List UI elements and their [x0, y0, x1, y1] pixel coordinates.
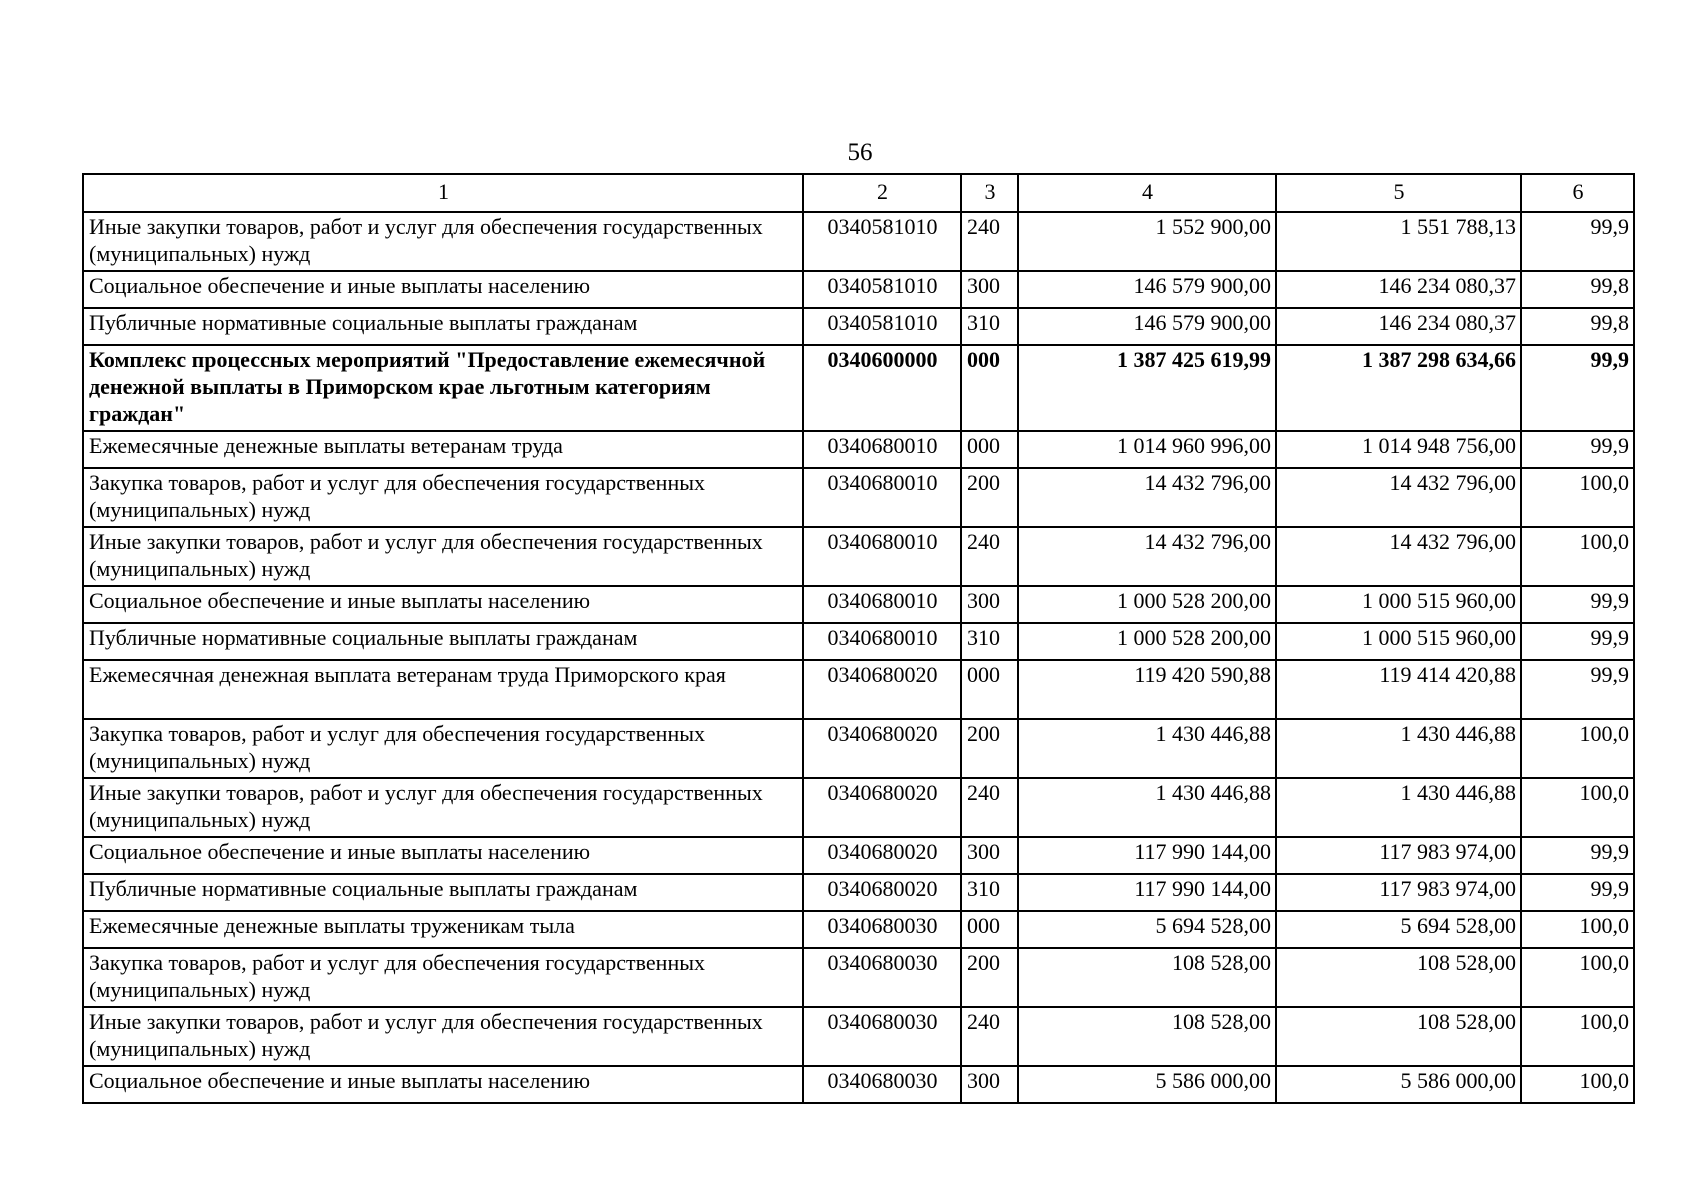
row-plan-amount: 1 387 425 619,99 [1018, 345, 1276, 431]
row-plan-amount: 5 586 000,00 [1018, 1066, 1276, 1103]
row-name: Иные закупки товаров, работ и услуг для обеспечения государственных (муниципальных) нужд [83, 212, 803, 271]
row-actual-amount: 1 000 515 960,00 [1276, 623, 1521, 660]
column-header-1: 1 [83, 174, 803, 212]
row-actual-amount: 5 694 528,00 [1276, 911, 1521, 948]
row-expense-type: 300 [961, 271, 1018, 308]
row-expense-type: 200 [961, 948, 1018, 1007]
table-row [83, 308, 1634, 345]
row-code: 0340680030 [803, 1066, 961, 1103]
row-expense-type: 310 [961, 874, 1018, 911]
page-number: 56 [847, 139, 873, 166]
row-actual-amount: 14 432 796,00 [1276, 468, 1521, 527]
row-percent: 99,8 [1521, 271, 1634, 308]
row-code: 0340680010 [803, 431, 961, 468]
row-actual-amount: 1 430 446,88 [1276, 719, 1521, 778]
row-name: Комплекс процессных мероприятий "Предоставление ежемесячной денежной выплаты в Приморском крае льготным категориям граждан" [83, 345, 803, 431]
row-expense-type: 240 [961, 212, 1018, 271]
row-actual-amount: 1 430 446,88 [1276, 778, 1521, 837]
row-actual-amount: 117 983 974,00 [1276, 874, 1521, 911]
row-plan-amount: 1 430 446,88 [1018, 719, 1276, 778]
row-code: 0340680020 [803, 719, 961, 778]
row-name: Публичные нормативные социальные выплаты гражданам [83, 308, 803, 345]
row-code: 0340680010 [803, 527, 961, 586]
table-row [83, 874, 1634, 911]
table-row [83, 911, 1634, 948]
row-actual-amount: 108 528,00 [1276, 948, 1521, 1007]
table-row [83, 212, 1634, 271]
row-code: 0340680010 [803, 623, 961, 660]
row-name: Закупка товаров, работ и услуг для обеспечения государственных (муниципальных) нужд [83, 468, 803, 527]
row-expense-type: 300 [961, 837, 1018, 874]
row-expense-type: 200 [961, 468, 1018, 527]
row-actual-amount: 119 414 420,88 [1276, 660, 1521, 719]
row-expense-type: 240 [961, 1007, 1018, 1066]
row-name: Закупка товаров, работ и услуг для обеспечения государственных (муниципальных) нужд [83, 719, 803, 778]
row-code: 0340680030 [803, 948, 961, 1007]
row-expense-type: 000 [961, 660, 1018, 719]
row-code: 0340600000 [803, 345, 961, 431]
row-actual-amount: 1 387 298 634,66 [1276, 345, 1521, 431]
row-expense-type: 310 [961, 308, 1018, 345]
row-name: Ежемесячные денежные выплаты труженикам тыла [83, 911, 803, 948]
column-header-5: 5 [1276, 174, 1521, 212]
row-percent: 99,9 [1521, 345, 1634, 431]
row-name: Социальное обеспечение и иные выплаты населению [83, 837, 803, 874]
row-percent: 100,0 [1521, 1066, 1634, 1103]
row-percent: 100,0 [1521, 719, 1634, 778]
row-percent: 99,9 [1521, 623, 1634, 660]
row-percent: 100,0 [1521, 527, 1634, 586]
row-code: 0340680030 [803, 911, 961, 948]
row-percent: 99,9 [1521, 586, 1634, 623]
row-actual-amount: 14 432 796,00 [1276, 527, 1521, 586]
table-row [83, 431, 1634, 468]
row-name: Публичные нормативные социальные выплаты гражданам [83, 874, 803, 911]
row-percent: 100,0 [1521, 911, 1634, 948]
table-row [83, 1066, 1634, 1103]
row-code: 0340680020 [803, 778, 961, 837]
row-code: 0340680030 [803, 1007, 961, 1066]
row-name: Социальное обеспечение и иные выплаты населению [83, 586, 803, 623]
row-plan-amount: 119 420 590,88 [1018, 660, 1276, 719]
column-number-row [83, 174, 1634, 212]
table-row [83, 948, 1634, 1007]
column-header-3: 3 [961, 174, 1018, 212]
row-expense-type: 240 [961, 527, 1018, 586]
table-row [83, 271, 1634, 308]
table-row [83, 586, 1634, 623]
row-name: Иные закупки товаров, работ и услуг для обеспечения государственных (муниципальных) нужд [83, 527, 803, 586]
table-row [83, 468, 1634, 527]
table-row [83, 527, 1634, 586]
row-actual-amount: 5 586 000,00 [1276, 1066, 1521, 1103]
row-actual-amount: 108 528,00 [1276, 1007, 1521, 1066]
row-plan-amount: 1 000 528 200,00 [1018, 586, 1276, 623]
row-code: 0340680020 [803, 874, 961, 911]
row-percent: 99,9 [1521, 837, 1634, 874]
row-code: 0340680020 [803, 660, 961, 719]
row-plan-amount: 108 528,00 [1018, 948, 1276, 1007]
row-expense-type: 240 [961, 778, 1018, 837]
row-actual-amount: 1 000 515 960,00 [1276, 586, 1521, 623]
budget-report-table [82, 173, 1635, 1104]
row-expense-type: 000 [961, 431, 1018, 468]
column-header-2: 2 [803, 174, 961, 212]
row-expense-type: 300 [961, 1066, 1018, 1103]
row-actual-amount: 1 551 788,13 [1276, 212, 1521, 271]
row-plan-amount: 146 579 900,00 [1018, 308, 1276, 345]
row-actual-amount: 1 014 948 756,00 [1276, 431, 1521, 468]
row-plan-amount: 5 694 528,00 [1018, 911, 1276, 948]
table-row-section-total [83, 345, 1634, 431]
table-row [83, 837, 1634, 874]
row-percent: 99,9 [1521, 431, 1634, 468]
row-expense-type: 000 [961, 345, 1018, 431]
row-expense-type: 000 [961, 911, 1018, 948]
row-plan-amount: 146 579 900,00 [1018, 271, 1276, 308]
row-percent: 100,0 [1521, 468, 1634, 527]
row-percent: 99,9 [1521, 874, 1634, 911]
row-plan-amount: 117 990 144,00 [1018, 837, 1276, 874]
row-name: Иные закупки товаров, работ и услуг для обеспечения государственных (муниципальных) нужд [83, 1007, 803, 1066]
row-code: 0340680010 [803, 586, 961, 623]
row-actual-amount: 146 234 080,37 [1276, 308, 1521, 345]
table-row [83, 778, 1634, 837]
row-code: 0340581010 [803, 271, 961, 308]
row-name: Социальное обеспечение и иные выплаты населению [83, 271, 803, 308]
row-name: Ежемесячные денежные выплаты ветеранам труда [83, 431, 803, 468]
column-header-6: 6 [1521, 174, 1634, 212]
row-percent: 99,9 [1521, 660, 1634, 719]
row-plan-amount: 14 432 796,00 [1018, 527, 1276, 586]
row-percent: 99,9 [1521, 212, 1634, 271]
row-plan-amount: 108 528,00 [1018, 1007, 1276, 1066]
row-percent: 100,0 [1521, 1007, 1634, 1066]
row-code: 0340581010 [803, 212, 961, 271]
row-plan-amount: 1 430 446,88 [1018, 778, 1276, 837]
table-row [83, 660, 1634, 719]
row-name: Ежемесячная денежная выплата ветеранам труда Приморского края [83, 660, 803, 719]
row-plan-amount: 14 432 796,00 [1018, 468, 1276, 527]
row-expense-type: 300 [961, 586, 1018, 623]
row-name: Закупка товаров, работ и услуг для обеспечения государственных (муниципальных) нужд [83, 948, 803, 1007]
row-plan-amount: 1 000 528 200,00 [1018, 623, 1276, 660]
row-expense-type: 200 [961, 719, 1018, 778]
row-code: 0340680010 [803, 468, 961, 527]
row-actual-amount: 117 983 974,00 [1276, 837, 1521, 874]
table-row [83, 1007, 1634, 1066]
row-code: 0340680020 [803, 837, 961, 874]
row-percent: 100,0 [1521, 778, 1634, 837]
table-row [83, 719, 1634, 778]
row-percent: 99,8 [1521, 308, 1634, 345]
row-name: Публичные нормативные социальные выплаты гражданам [83, 623, 803, 660]
row-name: Иные закупки товаров, работ и услуг для обеспечения государственных (муниципальных) нужд [83, 778, 803, 837]
row-name: Социальное обеспечение и иные выплаты населению [83, 1066, 803, 1103]
table-row [83, 623, 1634, 660]
row-actual-amount: 146 234 080,37 [1276, 271, 1521, 308]
row-code: 0340581010 [803, 308, 961, 345]
column-header-4: 4 [1018, 174, 1276, 212]
row-plan-amount: 117 990 144,00 [1018, 874, 1276, 911]
row-expense-type: 310 [961, 623, 1018, 660]
row-plan-amount: 1 552 900,00 [1018, 212, 1276, 271]
row-plan-amount: 1 014 960 996,00 [1018, 431, 1276, 468]
row-percent: 100,0 [1521, 948, 1634, 1007]
